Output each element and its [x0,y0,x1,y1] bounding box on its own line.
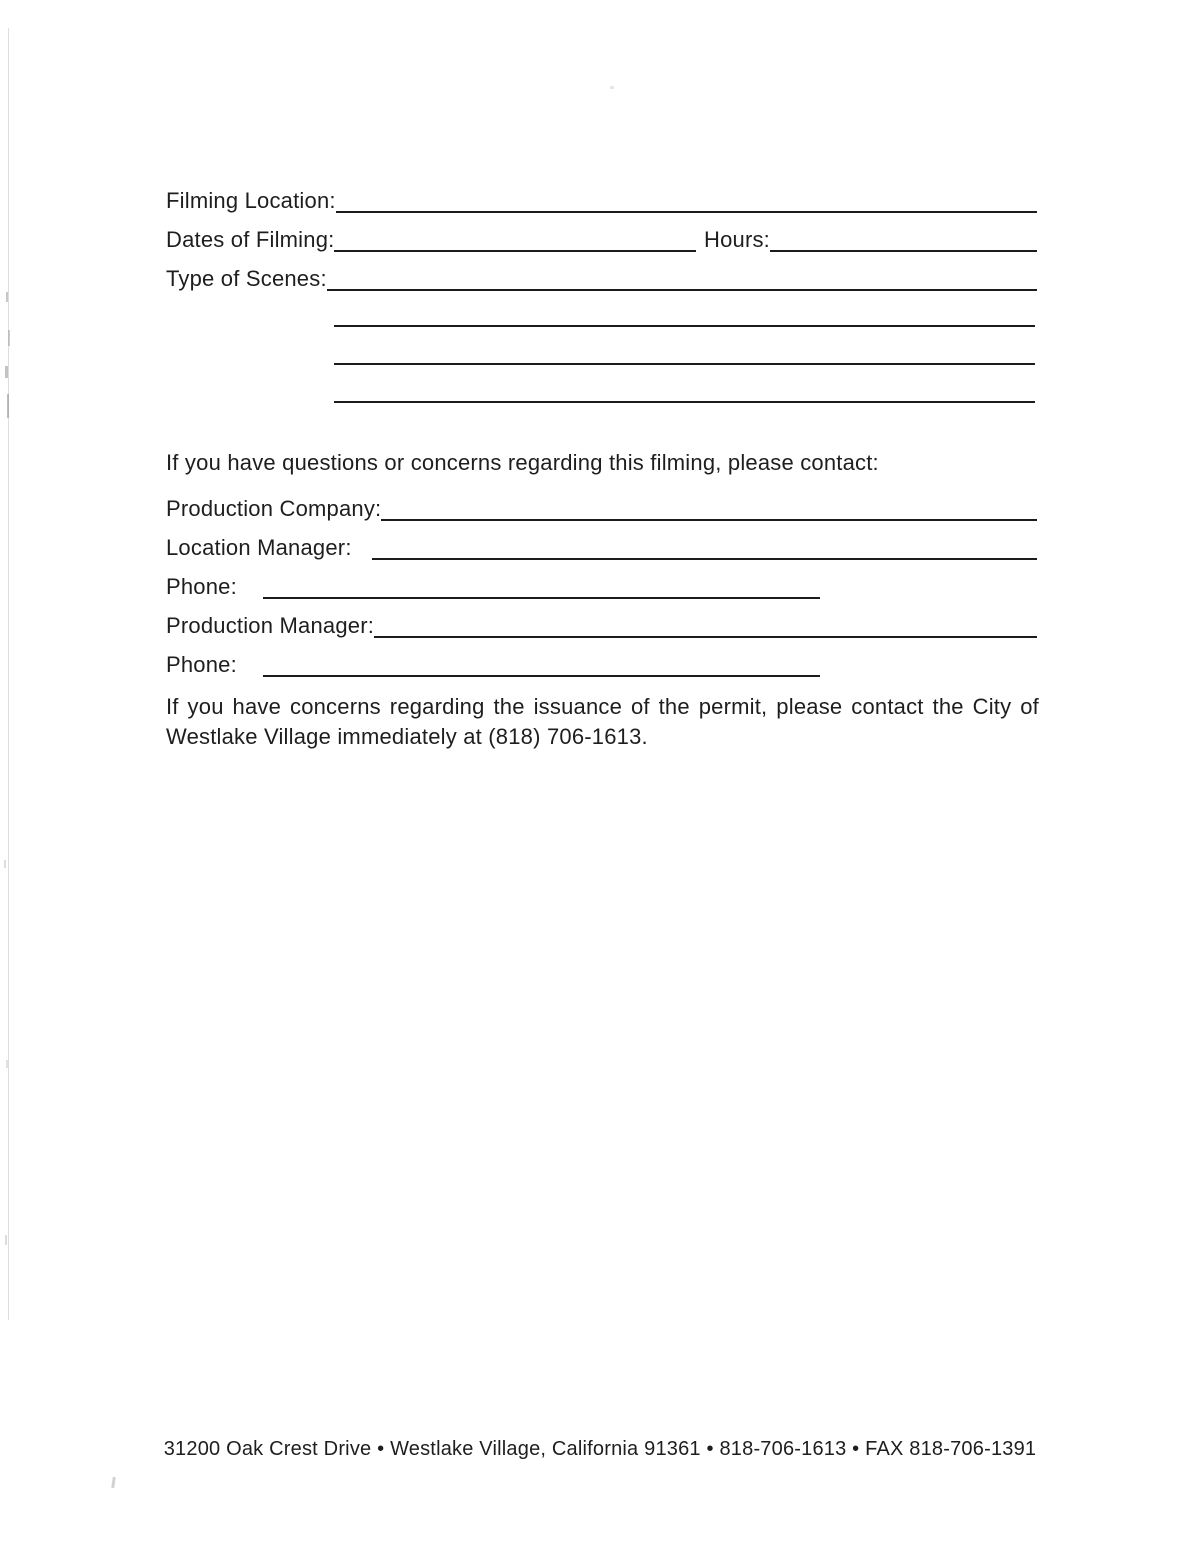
phone-1-label: Phone: [166,574,237,599]
filming-details-section [166,184,1037,301]
filming-location-label: Filming Location: [166,188,336,213]
field-row-production-company [166,492,1037,526]
field-row-location-manager [166,531,1037,565]
type-of-scenes-label: Type of Scenes: [166,266,327,291]
phone-2-label: Phone: [166,652,237,677]
notice-paragraph: If you have concerns regarding the issuance of the permit, please contact the City of Westlake Village immediately at (818) 706-1613. [166,694,1039,749]
field-row-phone-1 [166,570,1037,604]
field-row-filming-location [166,184,1037,218]
field-row-production-manager [166,609,1037,643]
production-manager-label: Production Manager: [166,613,375,638]
dates-of-filming-label: Dates of Filming: [166,227,335,252]
location-manager-label: Location Manager: [166,535,352,560]
scan-artifact-edge-line [8,28,9,1320]
type-of-scenes-blank-line-4 [334,401,1035,403]
scan-artifact [4,860,6,868]
location-manager-blank-line [372,531,1037,560]
footer-address: 31200 Oak Crest Drive • Westlake Village, California 91361 • 818-706-1613 • FAX 818-706-1391 [163,1438,1037,1460]
hours-blank-line [770,223,1037,252]
scan-artifact [610,86,614,89]
phone-1-blank-line [263,570,820,599]
phone-2-blank-line [263,648,820,677]
contact-section [166,492,1037,687]
field-row-type-of-scenes [166,262,1037,296]
field-row-dates-hours [166,223,1037,257]
scan-artifact [5,1235,7,1245]
production-company-blank-line [381,492,1037,521]
scan-artifact [111,1477,116,1488]
scan-artifact [5,366,8,378]
scan-artifact [7,394,9,418]
type-of-scenes-blank-line-3 [334,363,1035,365]
scan-artifact [6,292,8,302]
production-manager-blank-line [374,609,1037,638]
field-row-phone-2 [166,648,1037,682]
dates-of-filming-blank-line [334,223,696,252]
type-of-scenes-blank-line-2 [334,325,1035,327]
scan-artifact [6,1060,8,1068]
hours-label: Hours: [704,227,770,252]
scan-artifact [8,330,10,346]
type-of-scenes-blank-line-1 [327,262,1037,291]
filming-location-blank-line [336,184,1037,213]
intro-text: If you have questions or concerns regarding this filming, please contact: [166,450,879,475]
production-company-label: Production Company: [166,496,382,521]
